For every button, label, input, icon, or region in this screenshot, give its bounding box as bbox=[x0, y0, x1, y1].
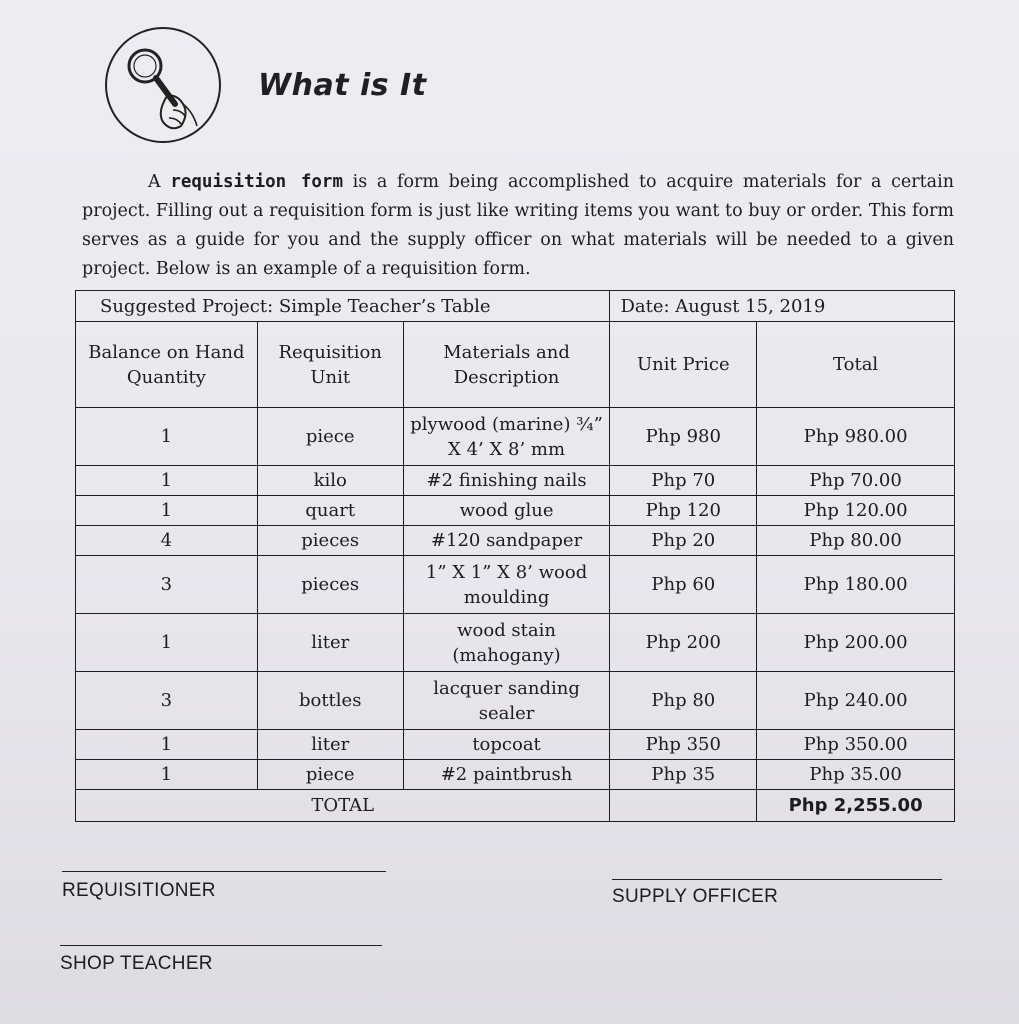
total-label: TOTAL bbox=[76, 790, 610, 822]
row-qty: 1 bbox=[76, 614, 258, 672]
row-qty: 1 bbox=[76, 496, 258, 526]
row-unit: quart bbox=[257, 496, 403, 526]
table-row bbox=[76, 466, 955, 496]
header-total: Total bbox=[757, 322, 955, 408]
row-total: Php 180.00 bbox=[757, 556, 955, 614]
row-material: wood stain (mahogany) bbox=[403, 614, 610, 672]
header-price: Unit Price bbox=[610, 322, 757, 408]
row-material: plywood (marine) ¾” X 4’ X 8’ mm bbox=[403, 408, 610, 466]
row-price: Php 980 bbox=[610, 408, 757, 466]
row-material: topcoat bbox=[403, 730, 610, 760]
row-total: Php 350.00 bbox=[757, 730, 955, 760]
row-total: Php 80.00 bbox=[757, 526, 955, 556]
header-balance: Balance on Hand Quantity bbox=[76, 322, 258, 408]
row-qty: 3 bbox=[76, 672, 258, 730]
row-qty: 1 bbox=[76, 466, 258, 496]
row-unit: liter bbox=[257, 614, 403, 672]
row-unit: piece bbox=[257, 760, 403, 790]
header-row bbox=[76, 322, 955, 408]
row-price: Php 80 bbox=[610, 672, 757, 730]
row-material: wood glue bbox=[403, 496, 610, 526]
date-cell: Date: August 15, 2019 bbox=[610, 291, 955, 322]
row-price: Php 20 bbox=[610, 526, 757, 556]
table-row bbox=[76, 614, 955, 672]
row-total: Php 200.00 bbox=[757, 614, 955, 672]
project-cell: Suggested Project: Simple Teacher’s Table bbox=[76, 291, 610, 322]
row-price: Php 350 bbox=[610, 730, 757, 760]
section-title: What is It bbox=[258, 68, 427, 103]
row-unit: pieces bbox=[257, 526, 403, 556]
table-row bbox=[76, 730, 955, 760]
row-price: Php 120 bbox=[610, 496, 757, 526]
row-qty: 1 bbox=[76, 760, 258, 790]
table-row bbox=[76, 760, 955, 790]
row-unit: kilo bbox=[257, 466, 403, 496]
row-unit: piece bbox=[257, 408, 403, 466]
grand-total: Php 2,255.00 bbox=[757, 790, 955, 822]
row-unit: bottles bbox=[257, 672, 403, 730]
row-price: Php 35 bbox=[610, 760, 757, 790]
row-qty: 1 bbox=[76, 408, 258, 466]
intro-lead: A bbox=[148, 171, 161, 192]
row-qty: 4 bbox=[76, 526, 258, 556]
requisitioner-label: REQUISITIONER bbox=[62, 880, 216, 901]
header-materials: Materials and Description bbox=[403, 322, 610, 408]
table-row bbox=[76, 672, 955, 730]
table-row bbox=[76, 526, 955, 556]
row-material: #2 paintbrush bbox=[403, 760, 610, 790]
row-material: #120 sandpaper bbox=[403, 526, 610, 556]
row-price: Php 60 bbox=[610, 556, 757, 614]
table-row bbox=[76, 496, 955, 526]
row-unit: pieces bbox=[257, 556, 403, 614]
row-total: Php 70.00 bbox=[757, 466, 955, 496]
header-unit: Requisition Unit bbox=[257, 322, 403, 408]
row-total: Php 120.00 bbox=[757, 496, 955, 526]
row-price: Php 70 bbox=[610, 466, 757, 496]
total-row bbox=[76, 790, 955, 822]
shop-teacher-signature-line[interactable] bbox=[60, 945, 382, 946]
total-empty-cell bbox=[610, 790, 757, 822]
intro-paragraph bbox=[82, 168, 954, 284]
row-qty: 3 bbox=[76, 556, 258, 614]
requisition-table bbox=[75, 290, 955, 822]
intro-term: requisition form bbox=[170, 171, 343, 192]
row-material: lacquer sanding sealer bbox=[403, 672, 610, 730]
requisitioner-signature-line[interactable] bbox=[62, 871, 386, 872]
table-row bbox=[76, 556, 955, 614]
row-total: Php 980.00 bbox=[757, 408, 955, 466]
intro-text: is a form being accomplished to acquire materials for a certain project. Filling out a requisition form is just like writing items you want to buy or order. This form serves as a guide for you and the supply officer on what materials will be needed to a given project. Below is an example of a requisition form. bbox=[82, 171, 954, 279]
row-material: #2 finishing nails bbox=[403, 466, 610, 496]
table-row bbox=[76, 408, 955, 466]
magnifying-glass-hand-icon bbox=[103, 26, 223, 144]
row-total: Php 35.00 bbox=[757, 760, 955, 790]
row-qty: 1 bbox=[76, 730, 258, 760]
supply-officer-signature-line[interactable] bbox=[612, 879, 942, 880]
supply-officer-label: SUPPLY OFFICER bbox=[612, 886, 779, 907]
shop-teacher-label: SHOP TEACHER bbox=[60, 953, 213, 974]
row-price: Php 200 bbox=[610, 614, 757, 672]
row-material: 1” X 1” X 8’ wood moulding bbox=[403, 556, 610, 614]
row-total: Php 240.00 bbox=[757, 672, 955, 730]
row-unit: liter bbox=[257, 730, 403, 760]
